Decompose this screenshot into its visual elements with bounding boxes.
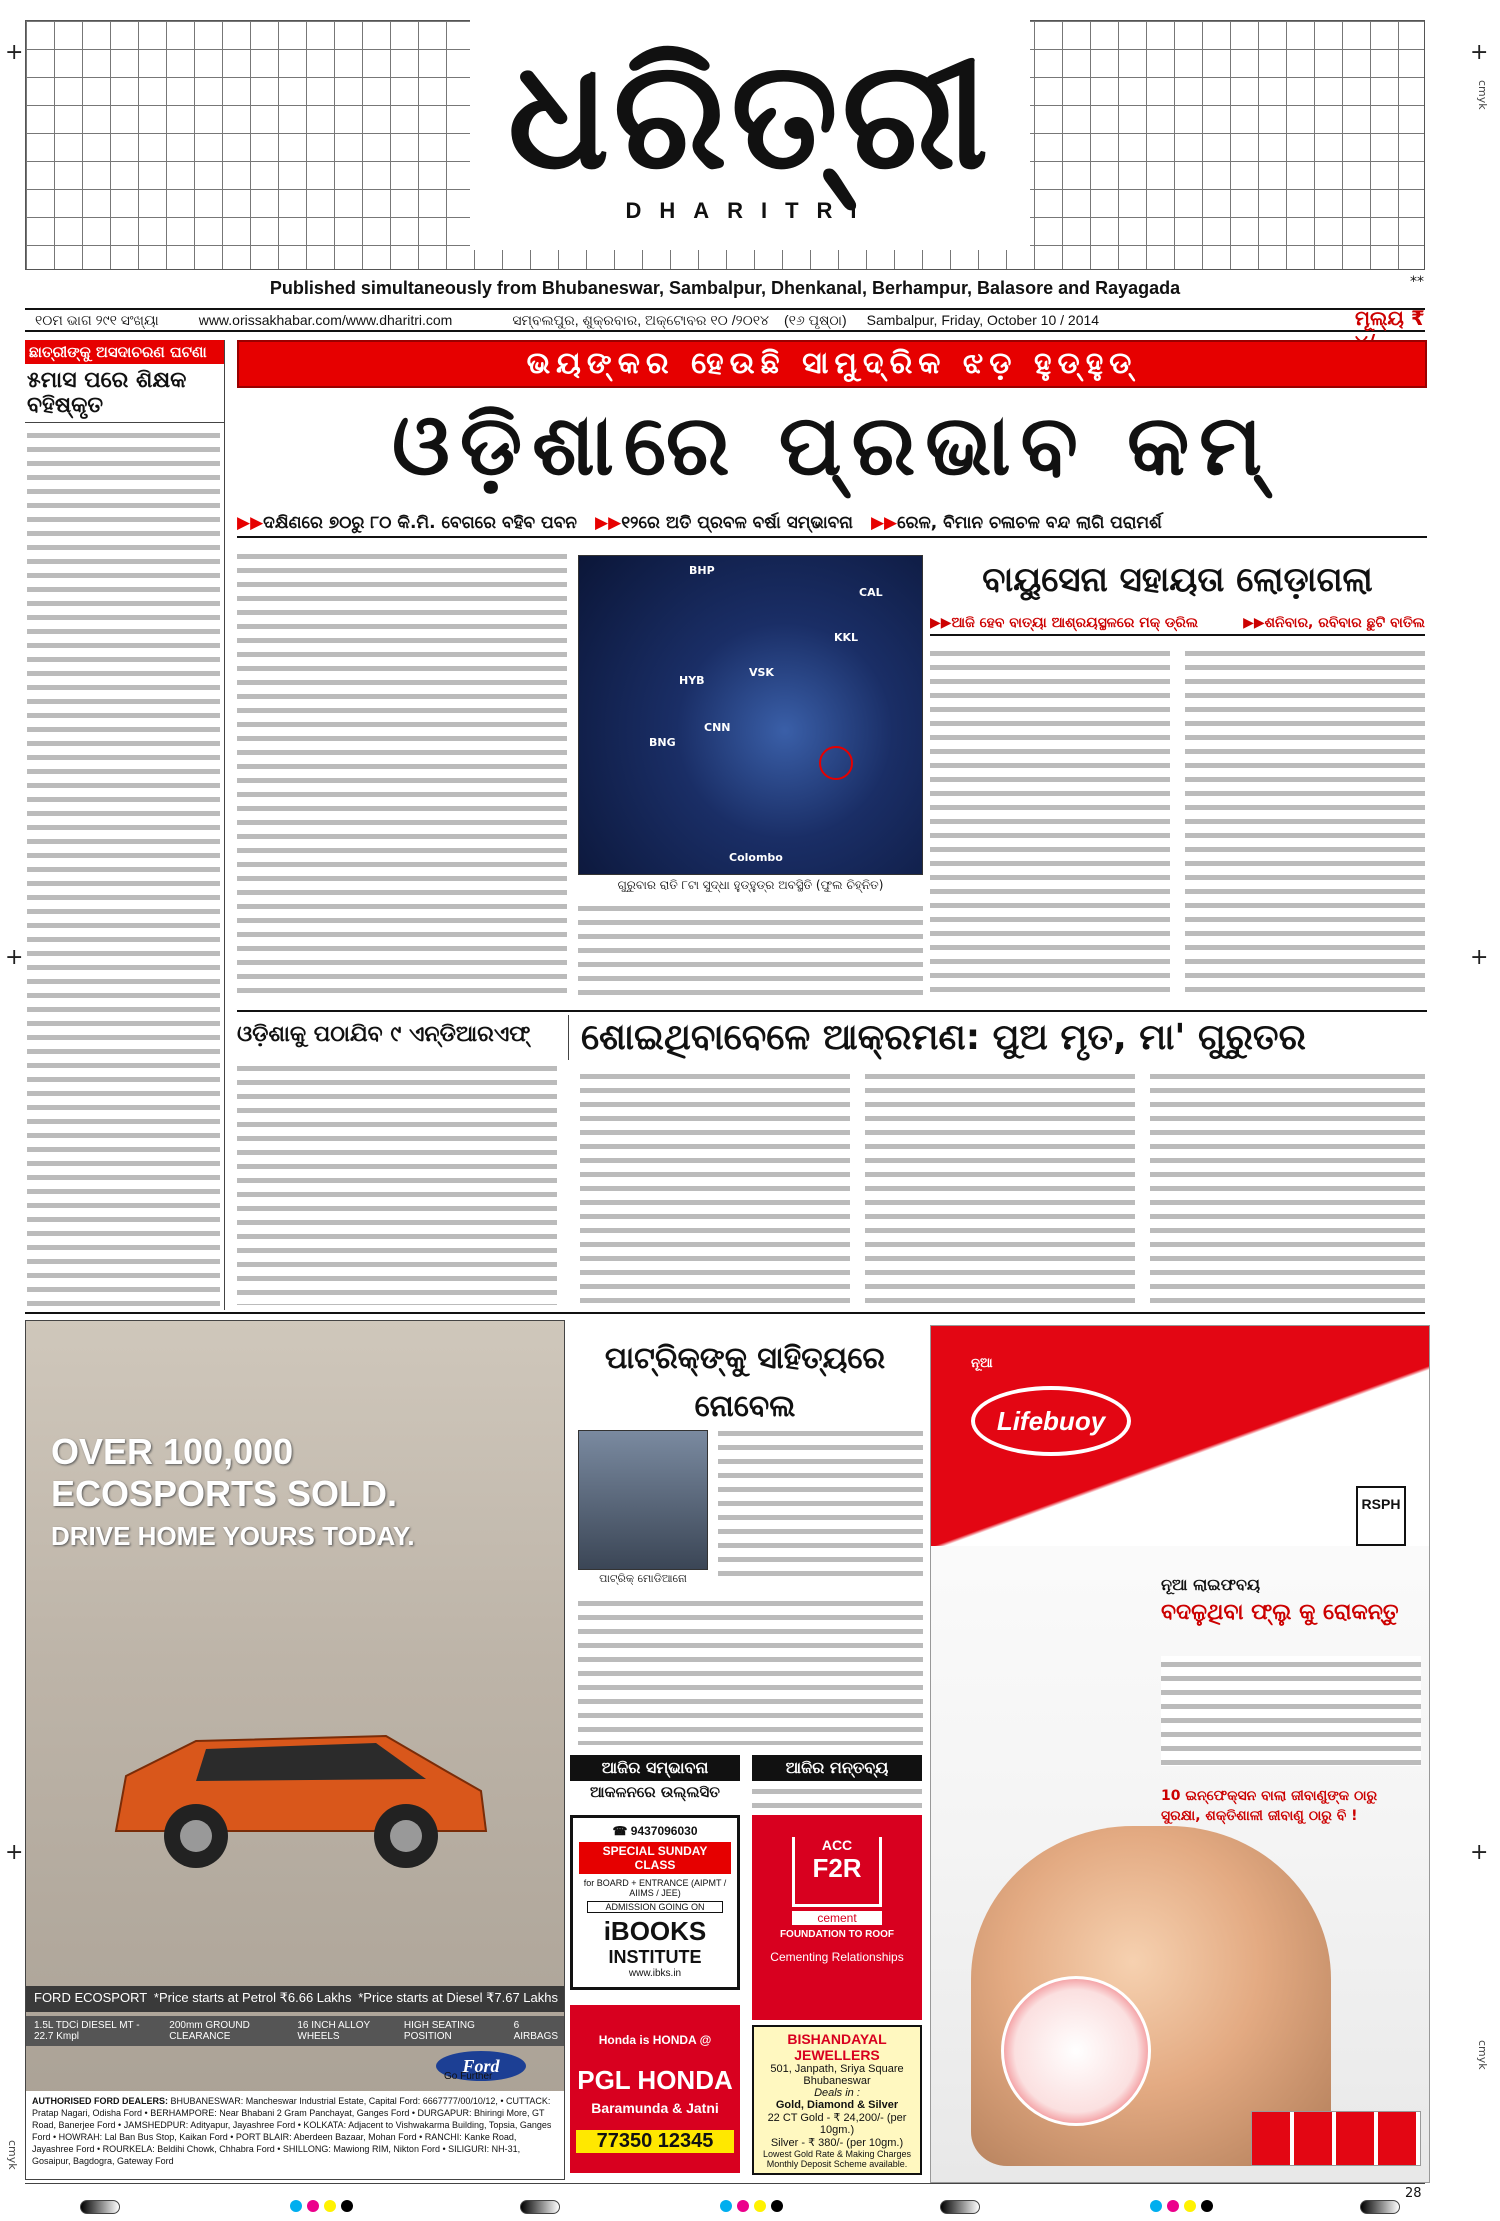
section-divider	[25, 1312, 1425, 1314]
ford-advertisement[interactable]	[25, 1320, 565, 2180]
iaf-subhead: ▶▶ଆଜି ହେବ ବାତ୍ୟା ଆଶ୍ରୟସ୍ଥଳରେ ମକ୍ ଡ୍ରିଲ	[930, 615, 1199, 631]
attack-body-col-2	[865, 1068, 1135, 1308]
published-line: Published simultaneously from Bhubaneswar, Sambalpur, Dhenkanal, Berhampur, Balasore and Rayagada	[269, 278, 1181, 298]
nobel-headline[interactable]: ପାଟ୍ରିକ୍‌ଙ୍କୁ ସାହିତ୍ୟରେ ନୋବେଲ	[604, 1341, 886, 1424]
ford-headline: OVER 100,000 ECOSPORTS SOLD.	[51, 1431, 398, 1514]
lifebuoy-new: ନୂଆ	[971, 1356, 993, 1371]
lead-banner: ଭୟଙ୍କର ହେଉଛି ସାମୁଦ୍ରିକ ଝଡ଼ ହୁଡ୍‌ହୁଡ୍‌	[237, 340, 1427, 388]
edition-stars: **	[1410, 274, 1424, 290]
gradient-bar	[520, 2200, 560, 2214]
cmyk-mark: cmyk	[1476, 80, 1489, 110]
newspaper-title: ଧରିତ୍ରୀ	[507, 27, 993, 203]
house-icon: ACC F2R	[792, 1837, 882, 1907]
ibooks-advertisement[interactable]: ☎ 9437096030 SPECIAL SUNDAY CLASS for BOARD + ENTRANCE (AIPMT / AIIMS / JEE) ADMISSION GOING ON iBOOKS INSTITUTE www.ibks.in	[570, 1815, 740, 1990]
nobel-photo	[578, 1430, 708, 1570]
attack-headline[interactable]: ଶୋଇଥିବାବେଳେ ଆକ୍ରମଣ: ପୁଅ ମୃତ, ମା' ଗୁରୁତର	[568, 1015, 1428, 1060]
ford-tagline: DRIVE HOME YOURS TODAY.	[51, 1521, 415, 1551]
crop-mark-icon: +	[5, 40, 24, 65]
cmyk-mark: cmyk	[6, 2140, 19, 2170]
ndrf-headline[interactable]: ଓଡ଼ିଶାକୁ ପଠାଯିବ ୯ ଏନ୍‌ଡିଆରଏଫ୍	[237, 1022, 531, 1047]
odia-date: ସମ୍ବଲପୁର, ଶୁକ୍ରବାର, ଅକ୍ଟୋବର ୧୦ /୨୦୧୪	[512, 311, 769, 328]
newspaper-subtitle: DHARITRI	[625, 198, 875, 223]
arrow-icon: ▶▶	[237, 513, 264, 533]
satellite-image: BHP CAL KKL HYB VSK BNG CNN Colombo	[578, 555, 923, 875]
left-headline[interactable]: ୫ମାସ ପରେ ଶିକ୍ଷକ ବହିଷ୍କୃତ	[25, 364, 224, 423]
bishandayal-advertisement[interactable]: BISHANDAYAL JEWELLERS 501, Janpath, Sriya Square Bhubaneswar Deals in : Gold, Diamond & Silver 22 CT Gold - ₹ 24,200/- (per 10gm.) Silver - ₹ 380/- (per 10gm.) Lowest Gold Rate & Making Charges Monthly Deposit Scheme available.	[752, 2025, 922, 2175]
crop-mark-icon: +	[5, 1840, 24, 1865]
arrow-icon: ▶▶	[930, 615, 952, 631]
left-body-text	[27, 427, 220, 1310]
lead-subheads	[237, 510, 1427, 538]
ford-model: FORD ECOSPORT	[34, 1990, 148, 2005]
attack-body-col-1	[580, 1068, 850, 1308]
lead-subhead: ▶▶ରେଳ, ବିମାନ ଚଳାଚଳ ବନ୍ଦ ଲାଗି ପରାମର୍ଶ	[870, 513, 1162, 533]
crop-mark-icon: +	[1470, 945, 1489, 970]
nobel-body	[578, 1595, 923, 1745]
website-link[interactable]: www.orissakhabar.com/www.dharitri.com	[198, 312, 453, 328]
issue-number: ୧୦ମ ଭାଗ ୨୯୧ ସଂଖ୍ୟା	[35, 311, 159, 328]
page-count: (୧୬ ପୃଷ୍ଠା)	[783, 311, 847, 328]
lifebuoy-headline: ନୂଆ ଲାଇଫବୟ ବଦଳୁଥିବା ଫ୍ଲୁ କୁ ରୋକନ୍ତୁ	[1161, 1575, 1399, 1625]
cmyk-mark: cmyk	[1476, 2040, 1489, 2070]
today-sambad-head: ଆଜିର ସମ୍ଭାବନା	[570, 1755, 740, 1781]
ford-logo: Ford	[436, 2051, 526, 2081]
bottom-rule	[25, 2183, 1425, 2184]
lead-subhead: ▶▶୧୨ରେ ଅତି ପ୍ରବଳ ବର୍ଷା ସମ୍ଭାବନା	[595, 513, 853, 533]
registration-marks	[720, 2200, 783, 2216]
page-number: 28	[1405, 2186, 1422, 2201]
ford-go-further: Go Further	[444, 2071, 493, 2082]
iaf-headline[interactable]: ବାୟୁସେନା ସହାୟତା ଲୋଡ଼ାଗଲା	[982, 560, 1373, 600]
ford-price-petrol: *Price starts at Petrol ₹6.66 Lakhs	[153, 1990, 352, 2005]
today-sambad-sub: ଆକଳନରେ ଉଲ୍ଲସିତ	[590, 1783, 720, 1801]
price-tag: ମୂଲ୍ୟ ₹	[1355, 306, 1425, 330]
honda-advertisement[interactable]: Honda is HONDA @ PGL HONDA Baramunda & Jatni 77350 12345	[570, 2005, 740, 2173]
germ-circle-icon	[1001, 1976, 1151, 2126]
crop-mark-icon: +	[5, 945, 24, 970]
nobel-photo-caption: ପାଟ୍ରିକ୍ ମୋଡିଆନୋ	[599, 1572, 687, 1585]
lifebuoy-logo: Lifebuoy	[971, 1386, 1131, 1456]
registration-marks	[290, 2200, 353, 2216]
satellite-caption: ଗୁରୁବାର ରାତି ୮ଟା ସୁଦ୍ଧା ହୁଡ୍‌ହୁଡ୍‌ର ଅବସ୍ଥିତି (ଫୁଲ ଚିହ୍ନିତ)	[617, 878, 884, 892]
iaf-subhead: ▶▶ଶନିବାର, ରବିବାର ଛୁଟି ବାତିଲ	[1243, 615, 1425, 631]
registration-marks	[1150, 2200, 1213, 2216]
iaf-subheads	[930, 612, 1425, 636]
ford-price-diesel: *Price starts at Diesel ₹7.67 Lakhs	[358, 1990, 558, 2005]
ford-dealers: AUTHORISED FORD DEALERS: BHUBANESWAR: Mancheswar Industrial Estate, Capital Ford: 6667777/00/10/12, • CUTTACK: Pratap Nagari, Odisha Ford • BERHAMPORE: Near Bhabani 2 Gram Panchayat, Ganges Ford • DURGAPUR: Bhiringi More, GT Road, Banerjee Ford • JAMSHEDPUR: Adityapur, Jayashree Ford • KOLKATA: Adjacent to Vishwakarma Building, Topsia, Ganges Ford • HOWRAH: Lal Ban Bus Stop, Kaikan Ford • PORT BLAIR: Aberdeen Bazaar, Mohan Ford • RANCHI: Kanke Road, Jayashree Ford • ROURKELA: Beldihi Chowk, Chhabra Ford • SHILLONG: Mawiong RIM, Nikton Ford • SILIGURI: NH-31, Gosaipur, Bagdogra, Gateway Ford	[26, 2091, 565, 2180]
ford-price-bar	[26, 1986, 565, 2012]
crop-mark-icon: +	[1470, 40, 1489, 65]
car-image	[86, 1681, 506, 1891]
gradient-bar	[1360, 2200, 1400, 2214]
section-divider	[237, 1010, 1427, 1012]
acc-advertisement[interactable]: ACC F2R cement FOUNDATION TO ROOF Cementing Relationships	[752, 1815, 922, 2020]
today-mantabya-head: ଆଜିର ମନ୍ତବ୍ୟ	[752, 1755, 922, 1781]
ndrf-body	[237, 1060, 557, 1305]
ford-specs: 1.5L TDCi DIESEL MT - 22.7 Kmpl 200mm GROUND CLEARANCE 16 INCH ALLOY WHEELS HIGH SEATING POSITION 6 AIRBAGS	[26, 2016, 565, 2046]
arrow-icon: ▶▶	[870, 513, 898, 533]
rsph-badge: RSPH	[1356, 1486, 1406, 1546]
lifebuoy-advertisement[interactable]	[930, 1325, 1430, 2183]
lifebuoy-body-text	[1161, 1656, 1421, 1766]
lead-body-col-2	[578, 900, 923, 995]
masthead-logo	[470, 20, 1030, 250]
attack-body-col-3	[1150, 1068, 1425, 1308]
gradient-bar	[80, 2200, 120, 2214]
lead-subhead: ▶▶ଦକ୍ଷିଣରେ ୭୦ରୁ ୮୦ କି.ମି. ବେଗରେ ବହିବ ପବନ	[237, 513, 578, 533]
english-date: Sambalpur, Friday, October 10 / 2014	[866, 312, 1100, 328]
left-kicker: ଛାତ୍ରୀଙ୍କୁ ଅସଦାଚରଣ ଘଟଣା	[25, 340, 224, 364]
nobel-body-side	[718, 1425, 923, 1585]
gradient-bar	[940, 2200, 980, 2214]
left-column-story	[25, 340, 225, 1310]
lifebuoy-quote: 10 ଇନ୍‌ଫେକ୍‌ସନ ବାଲା ଜୀବାଣୁଙ୍କ ଠାରୁ ସୁରକ୍ଷା, ଶକ୍ତିଶାଳୀ ଜୀବାଣୁ ଠାରୁ ବି !	[1161, 1788, 1378, 1824]
crop-mark-icon: +	[1470, 1840, 1489, 1865]
iaf-body-col-1	[930, 645, 1170, 995]
dateline-bar	[25, 308, 1425, 332]
iaf-body-col-2	[1185, 645, 1425, 995]
cyclone-marker-icon	[819, 746, 853, 780]
arrow-icon: ▶▶	[595, 513, 622, 533]
today-mantabya-body	[752, 1783, 922, 1811]
soap-packs-image	[1251, 2111, 1421, 2166]
lead-body-col-1	[237, 548, 567, 993]
lead-headline[interactable]: ଓଡ଼ିଶାରେ ପ୍ରଭାବ କମ୍‌	[392, 396, 1272, 494]
arrow-icon: ▶▶	[1243, 615, 1265, 631]
